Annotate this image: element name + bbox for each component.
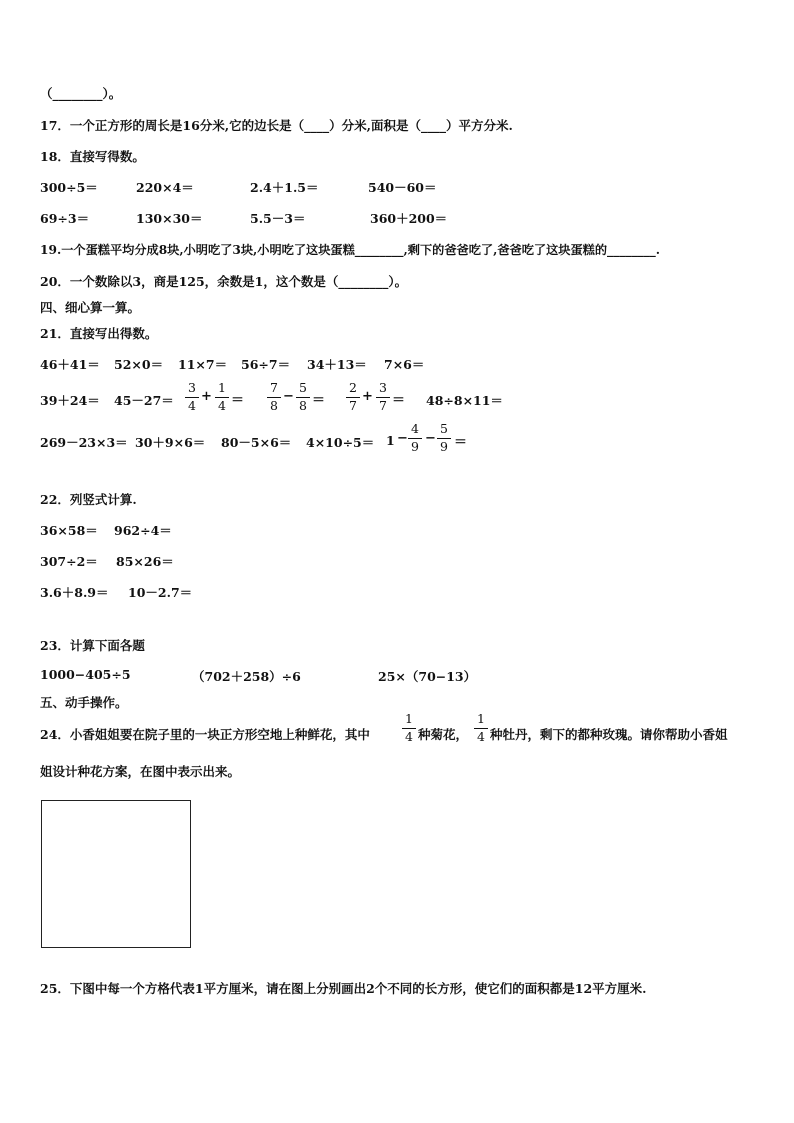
- fraction: [296, 382, 310, 412]
- q23-item: 25×（70−13）: [378, 669, 477, 684]
- question-19: 19.一个蛋糕平均分成8块,小明吃了3块,小明吃了这块蛋糕________,剩下的爸爸吃了,爸爸吃了这块蛋糕的________.: [40, 243, 661, 257]
- fraction-numerator: 3: [188, 380, 196, 395]
- fraction-numerator: 5: [299, 380, 307, 395]
- question-22-title: 22．列竖式计算.: [40, 492, 137, 507]
- q22-item: 85×26＝: [116, 554, 174, 569]
- q21-item: 48÷8×11＝: [426, 393, 503, 408]
- q22-item: 962÷4＝: [114, 523, 172, 538]
- section-5-heading: 五、动手操作。: [40, 695, 128, 710]
- equals-sign: ＝: [392, 393, 406, 408]
- q18-item: 540－60＝: [368, 180, 437, 195]
- minus-sign: −: [283, 389, 294, 404]
- fraction: [185, 382, 199, 412]
- q22-item: 36×58＝: [40, 523, 98, 538]
- fraction: [267, 382, 281, 412]
- fraction-denominator: 4: [218, 397, 226, 413]
- q22-item: 3.6＋8.9＝: [40, 585, 109, 600]
- q21-item: 56÷7＝: [241, 357, 291, 372]
- fraction-denominator: 9: [411, 438, 419, 454]
- plus-sign: +: [362, 389, 373, 404]
- fraction-denominator: 4: [477, 728, 485, 744]
- q21-item: 34＋13＝: [307, 357, 367, 372]
- q21-item: 39＋24＝: [40, 393, 100, 408]
- fraction-denominator: 7: [349, 397, 357, 413]
- minus-sign: −: [425, 431, 436, 446]
- q18-item: 130×30＝: [136, 211, 203, 226]
- q21-item: 45－27＝: [114, 393, 174, 408]
- q23-item: （702＋258）÷6: [192, 669, 301, 684]
- fraction: [376, 382, 390, 412]
- q21-item: 11×7＝: [178, 357, 228, 372]
- fraction-numerator: 3: [379, 380, 387, 395]
- question-18-title: 18．直接写得数。: [40, 149, 145, 164]
- fraction-numerator: 1: [218, 380, 226, 395]
- equals-sign: ＝: [312, 393, 326, 408]
- q22-item: 307÷2＝: [40, 554, 98, 569]
- question-21-title: 21．直接写出得数。: [40, 326, 158, 341]
- fraction-numerator: 2: [349, 380, 357, 395]
- question-24-line1-mid: 种菊花，: [418, 727, 469, 742]
- fraction: [215, 382, 229, 412]
- question-24-line1-start: 24．小香姐姐要在院子里的一块正方形空地上种鲜花，其中: [40, 727, 370, 742]
- plus-sign: +: [201, 389, 212, 404]
- fraction-denominator: 7: [379, 397, 387, 413]
- fraction-numerator: 7: [270, 380, 278, 395]
- q18-item: 300÷5＝: [40, 180, 98, 195]
- minus-sign: −: [397, 431, 408, 446]
- fraction-numerator: 1: [405, 711, 413, 726]
- fraction-denominator: 9: [440, 438, 448, 454]
- question-24-line2: 姐设计种花方案，在图中表示出来。: [40, 764, 241, 779]
- question-25: 25．下图中每一个方格代表1平方厘米，请在图上分别画出2个不同的长方形，使它们的面积都是12平方厘米.: [40, 981, 647, 996]
- q21-item: 7×6＝: [384, 357, 425, 372]
- fraction: [408, 423, 422, 453]
- q21-item: 52×0＝: [114, 357, 164, 372]
- question-17: 17．一个正方形的周长是16分米,它的边长是（____）分米,面积是（____）平方分米.: [40, 118, 513, 133]
- fraction-denominator: 8: [299, 397, 307, 413]
- fraction-numerator: 5: [440, 421, 448, 436]
- equals-sign: ＝: [231, 393, 245, 408]
- q18-item: 2.4＋1.5＝: [250, 180, 319, 195]
- fraction: [346, 382, 360, 412]
- q21-item: 269－23×3＝: [40, 435, 128, 450]
- fraction-numerator: 4: [411, 421, 419, 436]
- square-plot-figure[interactable]: [41, 800, 191, 948]
- question-23-title: 23．计算下面各题: [40, 638, 145, 653]
- fraction-denominator: 8: [270, 397, 278, 413]
- q21-item: 46＋41＝: [40, 357, 100, 372]
- q21-item: 30＋9×6＝: [135, 435, 206, 450]
- q18-item: 360＋200＝: [370, 211, 448, 226]
- fraction: [474, 713, 488, 743]
- q18-item: 5.5－3＝: [250, 211, 306, 226]
- fraction-denominator: 4: [188, 397, 196, 413]
- q23-item: 1000−405÷5: [40, 667, 131, 682]
- question-20: 20．一个数除以3，商是125，余数是1，这个数是（________）。: [40, 274, 408, 289]
- fraction-numerator: 1: [477, 711, 485, 726]
- fraction: [437, 423, 451, 453]
- q21-item: 4×10÷5＝: [306, 435, 375, 450]
- q21-item-lead: 1: [386, 433, 395, 448]
- fraction: [402, 713, 416, 743]
- q21-item: 80－5×6＝: [221, 435, 292, 450]
- q18-item: 69÷3＝: [40, 211, 90, 226]
- equals-sign: ＝: [454, 435, 468, 450]
- section-4-heading: 四、细心算一算。: [40, 300, 141, 315]
- q18-item: 220×4＝: [136, 180, 194, 195]
- q22-item: 10－2.7＝: [128, 585, 193, 600]
- question-24-line1-end: 种牡丹，剩下的都种玫瑰。请你帮助小香姐: [490, 727, 728, 742]
- top-answer-blank: （________）。: [40, 86, 122, 101]
- fraction-denominator: 4: [405, 728, 413, 744]
